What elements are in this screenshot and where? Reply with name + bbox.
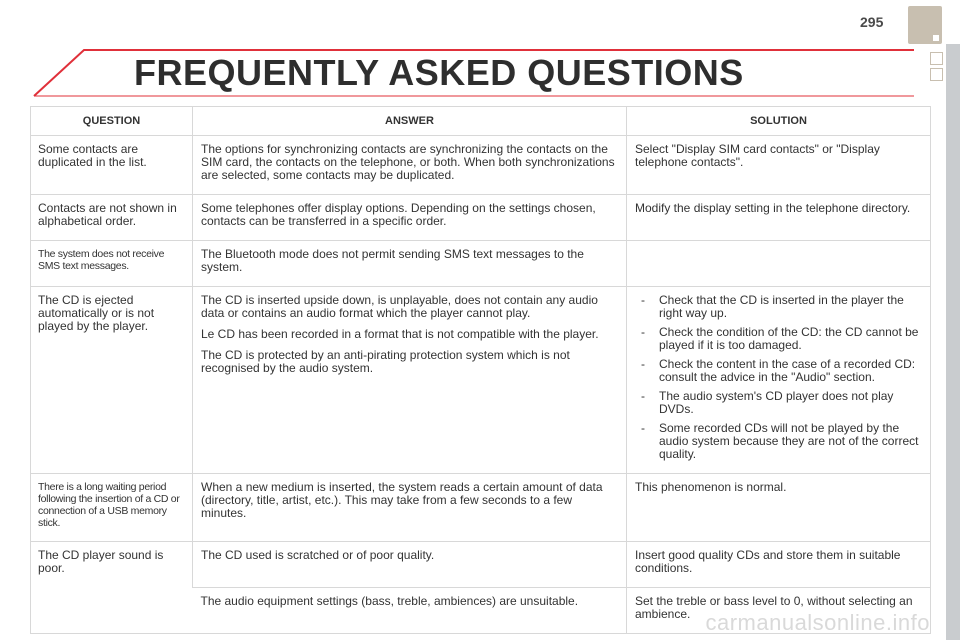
answer-text: Le CD has been recorded in a format that is not compatible with the player. [201,327,599,341]
solution-cell: This phenomenon is normal. [627,474,931,542]
dash-bullet: - [641,389,645,403]
list-item [635,326,922,352]
side-box-1 [930,52,943,65]
solution-item-text: Check the content in the case of a recorded CD: consult the advice in the "Audio" section. [659,357,916,384]
answer-text: The CD used is scratched or of poor quality. [201,548,435,562]
question-cell: The CD is ejected automatically or is not played by the player. [31,287,193,474]
page-number: 295 [860,14,884,30]
solution-cell [627,287,931,474]
watermark: carmanualsonline.info [705,610,930,635]
solution-item-text: Some recorded CDs will not be played by the audio system because they are not of the correct quality. [659,421,919,461]
answer-cell [193,588,627,634]
question-cell: There is a long waiting period following the insertion of a CD or connection of a USB memory stick. [31,474,193,542]
table-row [31,241,931,287]
chapter-tab [908,6,942,44]
solution-list [635,294,922,461]
answer-cell [193,195,627,241]
table-row [31,136,931,195]
question-cell: The system does not receive SMS text messages. [31,241,193,287]
answer-text: When a new medium is inserted, the system reads a certain amount of data (directory, title, artist, etc.). This may take from a few seconds to a few minutes. [201,480,603,520]
table-row [31,474,931,542]
table-row [31,195,931,241]
faq-table [30,106,931,634]
answer-cell [193,136,627,195]
answer-cell [193,241,627,287]
header-answer: ANSWER [193,107,627,136]
header-solution: SOLUTION [627,107,931,136]
answer-text: The Bluetooth mode does not permit sending SMS text messages to the system. [201,247,584,274]
question-cell: Some contacts are duplicated in the list. [31,136,193,195]
solution-item-text: The audio system's CD player does not play DVDs. [659,389,894,416]
title-bar [30,46,918,98]
header-question: QUESTION [31,107,193,136]
question-cell: Contacts are not shown in alphabetical order. [31,195,193,241]
solution-item-text: Check that the CD is inserted in the player the right way up. [659,293,904,320]
solution-cell: Select "Display SIM card contacts" or "Display telephone contacts". [627,136,931,195]
answer-cell [193,474,627,542]
list-item [635,294,922,320]
list-item [635,422,922,461]
solution-cell: Set the treble or bass level to 0, without selecting an ambience. [627,588,931,634]
tab-marker [933,35,939,41]
dash-bullet: - [641,293,645,307]
table-row [31,287,931,474]
question-cell: The CD player sound is poor. [31,542,193,634]
side-box-2 [930,68,943,81]
answer-cell [193,542,627,588]
dash-bullet: - [641,357,645,371]
dash-bullet: - [641,325,645,339]
list-item [635,390,922,416]
list-item [635,358,922,384]
solution-cell [627,241,931,287]
solution-cell: Modify the display setting in the telephone directory. [627,195,931,241]
answer-text: Some telephones offer display options. Depending on the settings chosen, contacts can be transferred in a specific order. [201,201,596,228]
answer-text: The CD is inserted upside down, is unplayable, does not contain any audio data or contains an audio format which the player cannot play. [201,293,598,320]
page-title: FREQUENTLY ASKED QUESTIONS [134,52,744,93]
answer-text: The audio equipment settings (bass, treble, ambiences) are unsuitable. [200,594,579,608]
table-header-row [31,107,931,136]
answer-text: The options for synchronizing contacts are synchronizing the contacts on the SIM card, the contacts on the telephone, or both. When both synchronizations are selected, some contacts may be duplicated. [201,142,615,182]
side-rule [946,44,960,640]
answer-text: The CD is protected by an anti-pirating protection system which is not recognised by the audio system. [201,348,570,375]
table-row [31,542,931,588]
answer-cell [193,287,627,474]
solution-cell: Insert good quality CDs and store them in suitable conditions. [627,542,931,588]
solution-item-text: Check the condition of the CD: the CD cannot be played if it is too damaged. [659,325,919,352]
dash-bullet: - [641,421,645,435]
